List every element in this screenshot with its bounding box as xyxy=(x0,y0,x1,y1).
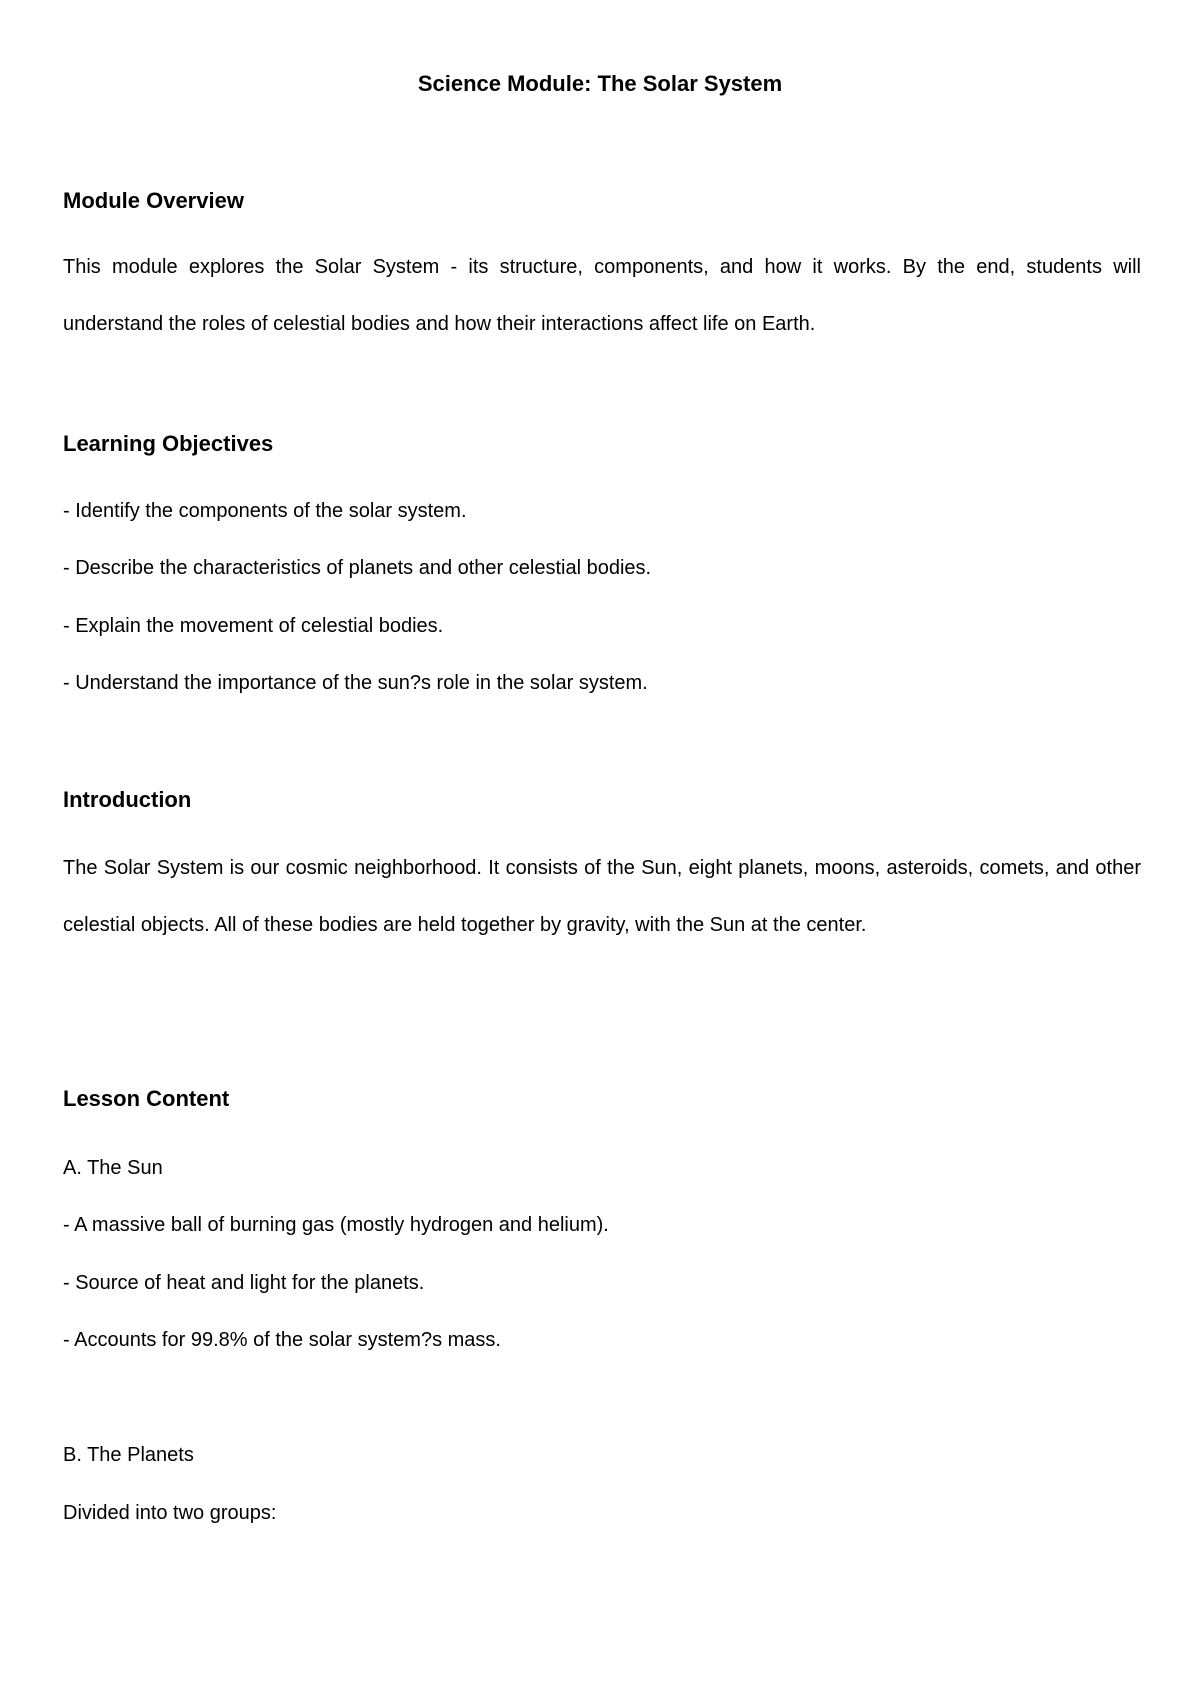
sun-item: - Source of heat and light for the planets. xyxy=(63,1272,425,1294)
lesson-content-heading: Lesson Content xyxy=(63,1086,230,1111)
objective-item: - Describe the characteristics of planets and other celestial bodies. xyxy=(63,557,652,579)
introduction-text: The Solar System is our cosmic neighborhood. It consists of the Sun, eight planets, moons, asteroids, comets, and other celestial objects. All of these bodies are held together by gravity, with the Sun at the center. xyxy=(63,857,1141,936)
introduction-heading: Introduction xyxy=(63,787,192,812)
objective-item: - Understand the importance of the sun?s role in the solar system. xyxy=(63,672,648,694)
sun-item: - Accounts for 99.8% of the solar system?s mass. xyxy=(63,1329,501,1351)
planets-subheading: B. The Planets xyxy=(63,1444,194,1466)
sun-subheading: A. The Sun xyxy=(63,1157,163,1179)
objective-item: - Identify the components of the solar system. xyxy=(63,500,467,522)
objective-item: - Explain the movement of celestial bodies. xyxy=(63,615,444,637)
module-overview-heading: Module Overview xyxy=(63,188,244,213)
learning-objectives-heading: Learning Objectives xyxy=(63,431,274,456)
module-overview-text: This module explores the Solar System - its structure, components, and how it works. By the end, students will understand the roles of celestial bodies and how their interactions affect life on Earth. xyxy=(63,256,1141,335)
sun-item: - A massive ball of burning gas (mostly hydrogen and helium). xyxy=(63,1214,609,1236)
document-title: Science Module: The Solar System xyxy=(417,71,783,96)
planets-intro: Divided into two groups: xyxy=(63,1502,277,1524)
